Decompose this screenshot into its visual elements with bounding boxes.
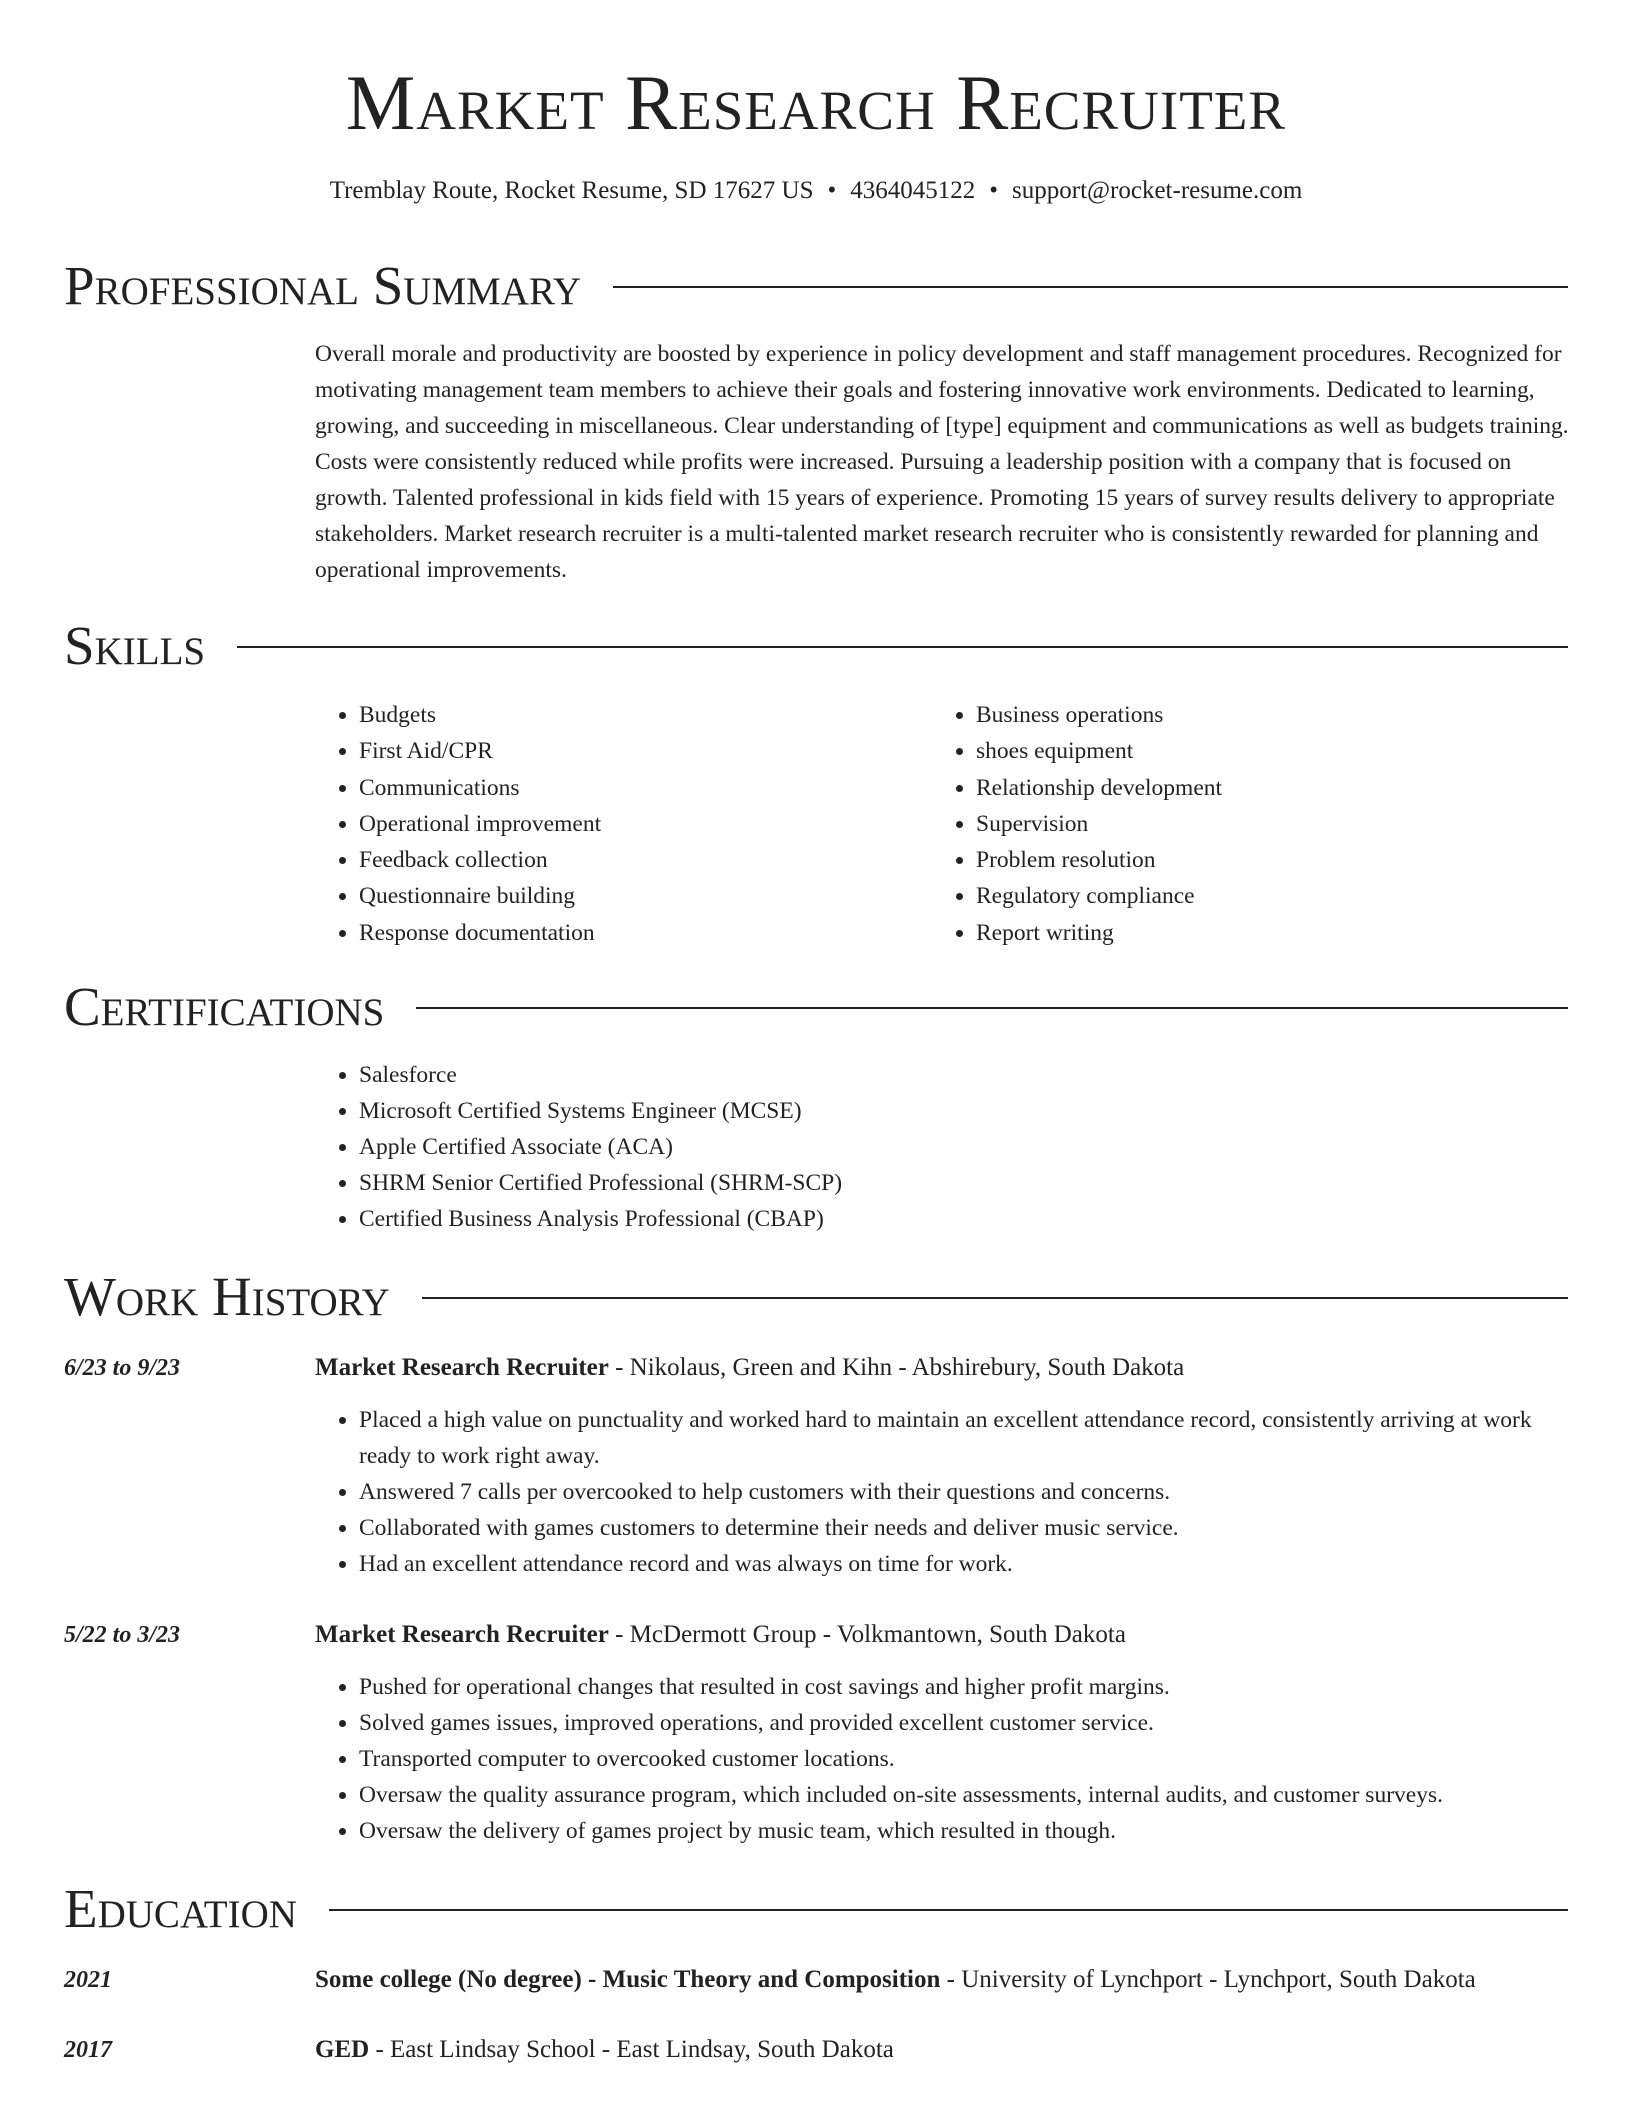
certifications-section-header xyxy=(64,975,1568,1039)
section-divider xyxy=(422,1297,1568,1299)
section-divider xyxy=(237,646,1568,648)
education-entry xyxy=(315,2032,1592,2068)
job-employer: - Nikolaus, Green and Kihn - Abshirebury, South Dakota xyxy=(608,1354,1185,1381)
job-bullets xyxy=(315,1669,1572,1849)
skills-grid xyxy=(315,697,1575,951)
skill-item: • Supervision xyxy=(976,806,1549,842)
education-school: - East Lindsay School - East Lindsay, South Dakota xyxy=(369,2036,894,2063)
skill-item: • Report writing xyxy=(976,915,1549,951)
section-divider xyxy=(416,1007,1568,1009)
section-divider xyxy=(613,286,1568,288)
section-title: Education xyxy=(64,1878,297,1939)
skill-item: • Budgets xyxy=(359,697,932,733)
job-bullet: • Oversaw the delivery of games project by music team, which resulted in though. xyxy=(359,1813,1572,1849)
section-divider xyxy=(329,1909,1568,1911)
certification-item: • Salesforce xyxy=(359,1057,1572,1093)
certification-item: • Microsoft Certified Systems Engineer (MCSE) xyxy=(359,1093,1572,1129)
skill-item: • Relationship development xyxy=(976,770,1549,806)
certifications-list xyxy=(315,1057,1572,1237)
skills-column-left xyxy=(315,697,932,951)
skill-item: • Operational improvement xyxy=(359,806,932,842)
job-employer: - McDermott Group - Volkmantown, South Dakota xyxy=(608,1621,1126,1648)
education-degree: GED xyxy=(315,2036,370,2063)
certification-item: • SHRM Senior Certified Professional (SHRM-SCP) xyxy=(359,1165,1572,1201)
separator: • xyxy=(989,177,999,204)
skill-item: • Questionnaire building xyxy=(359,878,932,914)
job-bullets xyxy=(315,1402,1572,1582)
section-title: Certifications xyxy=(64,976,385,1037)
section-title: Skills xyxy=(64,615,206,676)
contact-line xyxy=(0,174,1632,208)
job-bullet: • Answered 7 calls per overcooked to help customers with their questions and concerns. xyxy=(359,1474,1572,1510)
skills-section-header xyxy=(64,614,1568,678)
job-bullet: • Transported computer to overcooked customer locations. xyxy=(359,1741,1572,1777)
education-school: - University of Lynchport - Lynchport, South Dakota xyxy=(940,1966,1476,1993)
job-title-line xyxy=(315,1617,1592,1653)
skill-item: • Problem resolution xyxy=(976,842,1549,878)
skill-item: • Business operations xyxy=(976,697,1549,733)
skill-item: • Response documentation xyxy=(359,915,932,951)
section-title: Professional Summary xyxy=(64,255,582,316)
job-bullet: • Oversaw the quality assurance program, which included on-site assessments, internal audits, and customer surveys. xyxy=(359,1777,1572,1813)
section-title: Work History xyxy=(64,1266,390,1327)
separator: • xyxy=(827,177,837,204)
summary-section-header xyxy=(64,254,1568,318)
education-year: 2017 xyxy=(64,2037,112,2063)
certification-item: • Apple Certified Associate (ACA) xyxy=(359,1129,1572,1165)
phone: 4364045122 xyxy=(850,177,976,204)
skill-item: • shoes equipment xyxy=(976,733,1549,769)
education-section-header xyxy=(64,1877,1568,1941)
skill-item: • Feedback collection xyxy=(359,842,932,878)
job-bullet: • Collaborated with games customers to determine their needs and deliver music service. xyxy=(359,1510,1572,1546)
job-bullet: • Placed a high value on punctuality and worked hard to maintain an excellent attendance record, consistently arriving at work ready to work right away. xyxy=(359,1402,1572,1474)
education-degree: Some college (No degree) - Music Theory and Composition xyxy=(315,1966,941,1993)
education-entry xyxy=(315,1962,1592,1998)
job-bullet: • Pushed for operational changes that resulted in cost savings and higher profit margins. xyxy=(359,1669,1572,1705)
education-year: 2021 xyxy=(64,1967,112,1993)
skill-item: • Regulatory compliance xyxy=(976,878,1549,914)
job-title-line xyxy=(315,1350,1592,1386)
summary-text: Overall morale and productivity are boosted by experience in policy development and staff management procedures. Recognized for motivating management team members to achieve their goals and fostering innovative work environments. Dedicated to learning, growing, and succeeding in miscellaneous. Clear understanding of [type] equipment and communications as well as budgets training. Costs were consistently reduced while profits were increased. Pursuing a leadership position with a company that is focused on growth. Talented professional in kids field with 15 years of experience. Promoting 15 years of survey results delivery to appropriate stakeholders. Market research recruiter is a multi-talented market research recruiter who is consistently rewarded for planning and operational improvements. xyxy=(315,341,1569,583)
candidate-name: Market Research Recruiter xyxy=(345,59,1287,146)
job-bullet: • Had an excellent attendance record and was always on time for work. xyxy=(359,1546,1572,1582)
job-dates: 6/23 to 9/23 xyxy=(64,1355,181,1381)
job-role: Market Research Recruiter xyxy=(315,1354,609,1381)
job-bullet: • Solved games issues, improved operations, and provided excellent customer service. xyxy=(359,1705,1572,1741)
email: support@rocket-resume.com xyxy=(1012,177,1303,204)
work-history-section-header xyxy=(64,1265,1568,1329)
skill-item: • Communications xyxy=(359,770,932,806)
job-dates: 5/22 to 3/23 xyxy=(64,1622,181,1648)
skills-column-right xyxy=(932,697,1549,951)
address: Tremblay Route, Rocket Resume, SD 17627 US xyxy=(329,177,814,204)
skill-item: • First Aid/CPR xyxy=(359,733,932,769)
job-role: Market Research Recruiter xyxy=(315,1621,609,1648)
certification-item: • Certified Business Analysis Professional (CBAP) xyxy=(359,1201,1572,1237)
